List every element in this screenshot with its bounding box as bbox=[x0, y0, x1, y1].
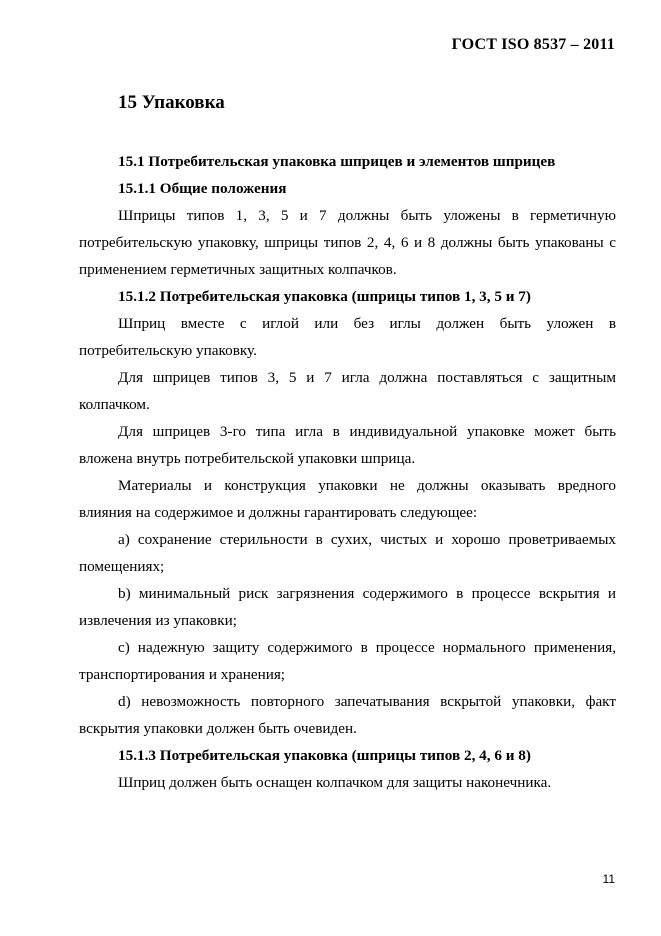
list-item-line: вскрытия упаковки должен быть очевиден. bbox=[79, 720, 357, 737]
list-item bbox=[79, 526, 616, 580]
paragraph-line: вложена внутрь потребительской упаковки шприца. bbox=[79, 450, 416, 467]
paragraph-tip-cap bbox=[79, 769, 616, 796]
paragraph-line: Шприц должен быть оснащен колпачком для защиты наконечника. bbox=[118, 774, 552, 791]
page-number: 11 bbox=[602, 872, 615, 886]
paragraph-line: применением герметичных защитных колпачков. bbox=[79, 261, 397, 278]
paragraph-line: влияния на содержимое и должны гарантировать следующее: bbox=[79, 504, 478, 521]
list-item-line: транспортирования и хранения; bbox=[79, 666, 286, 683]
requirements-list bbox=[79, 526, 616, 742]
paragraph-line: потребительскую упаковку, шприцы типов 2, 4, 6 и 8 должны быть упакованы с bbox=[79, 234, 616, 251]
paragraph-line: Шприц вместе с иглой или без иглы должен быть уложен в bbox=[118, 315, 616, 332]
list-item-line: c) надежную защиту содержимого в процессе нормального применения, bbox=[118, 639, 616, 656]
paragraph-line: Для шприцев типов 3, 5 и 7 игла должна поставляться с защитным bbox=[118, 369, 616, 386]
paragraph-syringe-types bbox=[79, 202, 616, 283]
subsection-heading-15-1-3: 15.1.3 Потребительская упаковка (шприцы типов 2, 4, 6 и 8) bbox=[118, 747, 531, 764]
paragraph-syringe-with-needle bbox=[79, 310, 616, 364]
paragraph-line: Для шприцев 3-го типа игла в индивидуальной упаковке может быть bbox=[118, 423, 616, 440]
paragraph-line: Шприцы типов 1, 3, 5 и 7 должны быть уложены в герметичную bbox=[118, 207, 616, 224]
paragraph-line: Материалы и конструкция упаковки не должны оказывать вредного bbox=[118, 477, 616, 494]
document-body bbox=[79, 148, 616, 796]
document-code-header: ГОСТ ISO 8537 – 2011 bbox=[451, 36, 615, 53]
paragraph-type-3-needle bbox=[79, 418, 616, 472]
paragraph-needle-cap bbox=[79, 364, 616, 418]
list-item-line: a) сохранение стерильности в сухих, чистых и хорошо проветриваемых bbox=[118, 531, 616, 548]
list-item-line: d) невозможность повторного запечатывания вскрытой упаковки, факт bbox=[118, 693, 616, 710]
subsection-heading-15-1-1: 15.1.1 Общие положения bbox=[118, 180, 287, 197]
list-item bbox=[79, 688, 616, 742]
paragraph-line: потребительскую упаковку. bbox=[79, 342, 257, 359]
subsection-heading-15-1-2: 15.1.2 Потребительская упаковка (шприцы типов 1, 3, 5 и 7) bbox=[118, 288, 531, 305]
paragraph-line: колпачком. bbox=[79, 396, 150, 413]
paragraph-materials bbox=[79, 472, 616, 526]
subsection-heading-15-1: 15.1 Потребительская упаковка шприцев и элементов шприцев bbox=[118, 153, 556, 170]
list-item bbox=[79, 634, 616, 688]
list-item-line: b) минимальный риск загрязнения содержимого в процессе вскрытия и bbox=[118, 585, 616, 602]
section-title: 15 Упаковка bbox=[118, 92, 225, 113]
list-item bbox=[79, 580, 616, 634]
list-item-line: извлечения из упаковки; bbox=[79, 612, 237, 629]
list-item-line: помещениях; bbox=[79, 558, 165, 575]
